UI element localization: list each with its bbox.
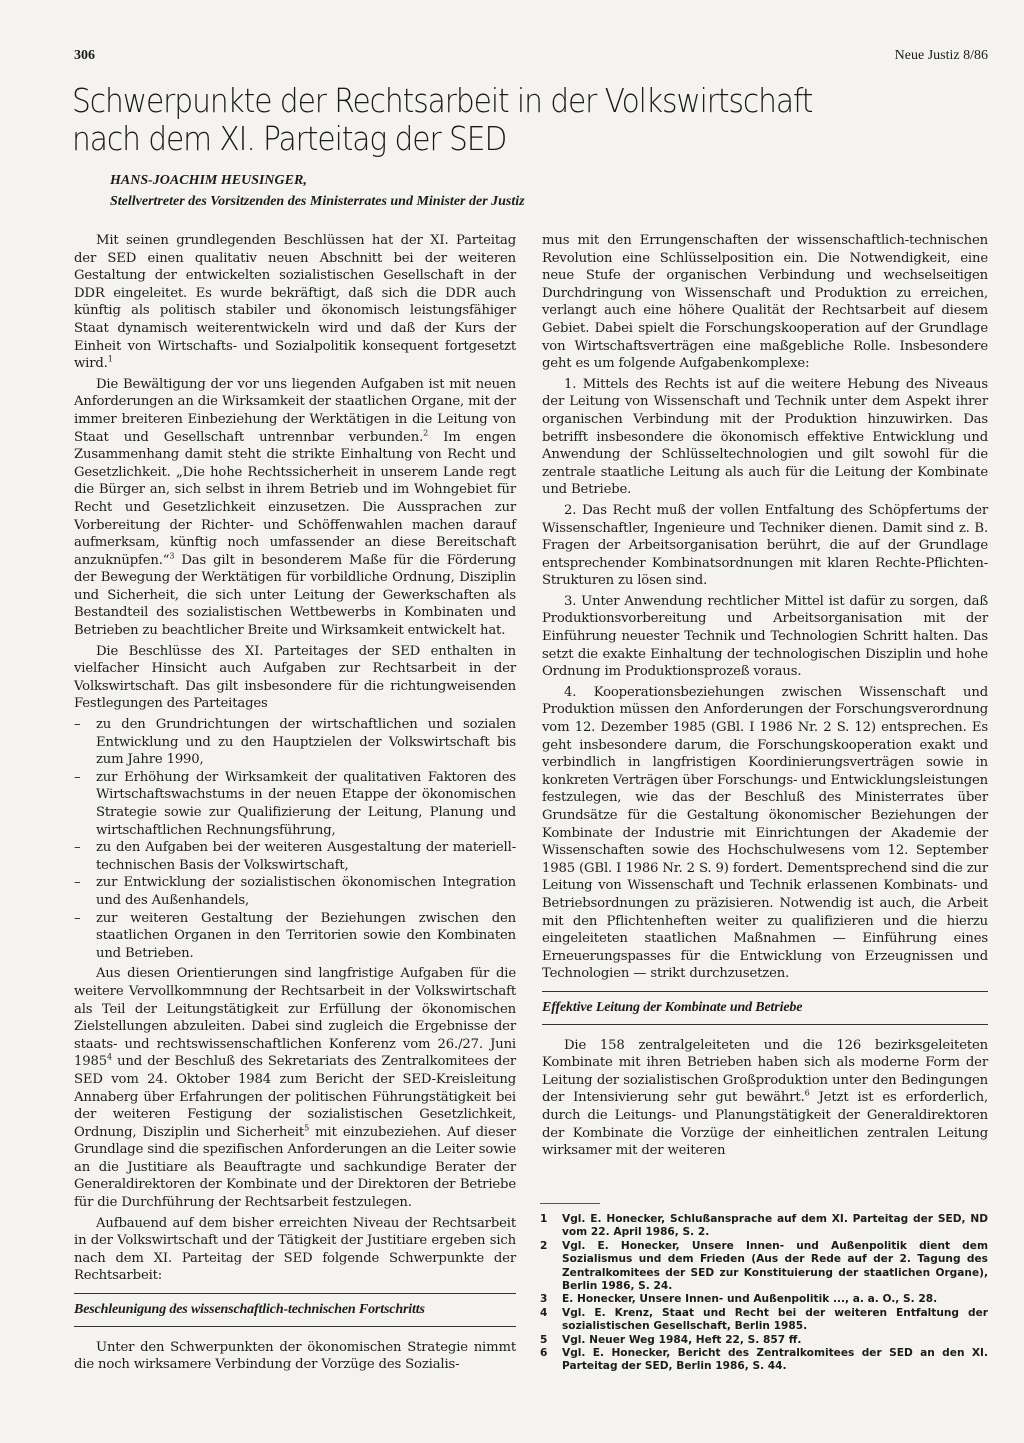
paragraph: Unter den Schwerpunkten der ökonomischen Strategie nimmt die noch wirksamere Verbindung der Vorzüge des Sozialis- [74, 1339, 516, 1373]
section-heading: Effektive Leitung der Kombinate und Betriebe [542, 991, 988, 1025]
numbered-list [542, 376, 988, 983]
author-name: HANS-JOACHIM HEUSINGER, [110, 173, 307, 188]
paragraph: Die Bewältigung der vor uns liegenden Aufgaben ist mit neuen Anforderungen an die Wirksamkeit der staatlichen Organe, mit der immer breiteren Einbeziehung der Werktätigen in die Leitung von Staat und Gesellschaft untrennbar verbunden.$^2$ Im engen Zusammenhang damit steht die strikte Einhaltung von Recht und Gesetzlichkeit. „Die hohe Rechtssicherheit in unserem Lande regt die Bürger an, sich selbst in ihrem Betrieb und im Wohngebiet für Recht und Gesetzlichkeit einzusetzen. Die Aussprachen zur Vorbereitung der Richter- und Schöffenwahlen machen darauf aufmerksam, künftig noch umfassender an diese Bereitschaft anzuknüpfen.“$^3$ Das gilt in besonderem Maße für die Förderung der Bewegung der Werktätigen für vorbildliche Ordnung, Disziplin und Sicherheit, die sich unter Leitung der Gewerkschaften als Bestandteil des sozialistischen Wettbewerbs in Kombinaten und Betrieben zu beachtlicher Breite und Wirksamkeit entwickelt hat. [74, 376, 516, 639]
paragraph: Die 158 zentralgeleiteten und die 126 bezirksgeleiteten Kombinate mit ihren Betrieben haben sich als moderne Form der Leitung der sozialistischen Großproduktion unter den Bedingungen der Intensivierung sehr gut bewährt.$^6$ Jetzt ist es erforderlich, durch die Leitungs- und Planungstätigkeit der Generaldirektoren der Kombinate die Vorzüge der einheitlichen zentralen Leitung wirksamer mit der weiteren [542, 1037, 988, 1159]
author-block [110, 170, 525, 212]
footnotes [540, 1213, 988, 1374]
list-item: 4. Kooperationsbeziehungen zwischen Wissenschaft und Produktion müssen den Anforderungen der Forschungsverordnung vom 12. Dezember 1985 (GBl. I 1986 Nr. 2 S. 12) entsprechen. Es geht insbesondere darum, die Forschungskooperation exakt und verbindlich in langfristigen Koordinierungsverträgen sowie in konkreten Verträgen über Forschungs- und Entwicklungsleistungen festzulegen, wie das der Beschluß des Ministerrates über Grundsätze für die Gestaltung ökonomischer Beziehungen der Kombinate der Industrie mit Einrichtungen der Akademie der Wissenschaften sowie des Hochschulwesens vom 12. September 1985 (GBl. I 1986 Nr. 2 S. 9) fordert. Dementsprechend sind die zur Leitung von Wissenschaft und Technik erlassenen Kombinats- und Betriebsordnungen zu präzisieren. Notwendig ist auch, die Arbeit mit den Pflichtenheften weiter zu qualifizieren und die hierzu eingeleiteten staatlichen Maßnahmen — Einführung eines Erneuerungspasses für die Entwicklung von Erzeugnissen und Technologien — strikt durchzusetzen. [542, 684, 988, 982]
footnote: 5 Vgl. Neuer Weg 1984, Heft 22, S. 857 ff. [540, 1333, 802, 1346]
paragraph: mus mit den Errungenschaften der wissenschaftlich-technischen Revolution eine Schlüsselposition ein. Die Notwendigkeit, eine neue Stufe der organischen Verbindung und wechselseitigen Durchdringung von Wissenschaft und Produktion zu erreichen, verlangt auch eine höhere Qualität der Rechtsarbeit auf diesem Gebiet. Dabei spielt die Forschungskooperation auf der Grundlage von Wirtschaftsverträgen eine maßgebliche Rolle. Insbesondere geht es um folgende Aufgabenkomplexe: [542, 233, 988, 372]
section-heading: Beschleunigung des wissenschaftlich-technischen Fortschritts [74, 1293, 516, 1327]
list-item: 1. Mittels des Rechts ist auf die weitere Hebung des Niveaus der Leitung von Wissenschaft und Technik unter dem Aspekt ihrer organischen Verbindung mit der Produktion hinzuwirken. Das betrifft insbesondere die ökonomisch effektive Entwicklung und Anwendung der Schlüsseltechnologien und gilt sowohl für die zentrale staatliche Leitung als auch für die Leitung der Kombinate und Betriebe. [542, 376, 988, 498]
title-line-1: Schwerpunkte der Rechtsarbeit in der Volkswirtschaft [72, 81, 813, 120]
list-item: – zur Entwicklung der sozialistischen ökonomischen Integration und des Außenhandels, [74, 874, 516, 909]
page-header [74, 48, 988, 70]
list-item: – zu den Grundrichtungen der wirtschaftlichen und sozialen Entwicklung und zu den Hauptzielen der Volkswirtschaft bis zum Jahre 1990, [74, 716, 516, 769]
title-line-2: nach dem XI. Parteitag der SED [72, 119, 507, 158]
article-title [72, 82, 882, 158]
list-item: – zur Erhöhung der Wirksamkeit der qualitativen Faktoren des Wirtschaftswachstums in der neuen Etappe der ökonomischen Strategie sowie zur Qualifizierung der Leitung, Planung und wirtschaftlichen Rechnungsführung, [74, 769, 516, 839]
page-number: 306 [74, 48, 95, 63]
journal-issue: Neue Justiz 8/86 [894, 48, 988, 63]
paragraph: Mit seinen grundlegenden Beschlüssen hat der XI. Parteitag der SED einen qualitativ neuen Abschnitt bei der weiteren Gestaltung der entwickelten sozialistischen Gesellschaft in der DDR eingeleitet. Es wurde bekräftigt, daß sich die DDR auch künftig als politisch stabiler und ökonomisch leistungsfähiger Staat dynamisch weiterentwickeln wird und daß der Kurs der Einheit von Wirtschafts- und Sozialpolitik konsequent fortgesetzt wird.$^1$ [74, 233, 516, 372]
author-role: Stellvertreter des Vorsitzenden des Ministerrates und Minister der Justiz [110, 194, 525, 209]
footnote: 4 Vgl. E. Krenz, Staat und Recht bei der weiteren Entfaltung der sozialistischen Gesellschaft, Berlin 1985. [540, 1306, 988, 1333]
list-item: – zu den Aufgaben bei der weiteren Ausgestaltung der materiell-technischen Basis der Volkswirtschaft, [74, 839, 516, 874]
paragraph: Aus diesen Orientierungen sind langfristige Aufgaben für die weitere Vervollkommnung der Rechtsarbeit in der Volkswirtschaft als Teil der Leitungstätigkeit zur Erfüllung der ökonomischen Zielstellungen abzuleiten. Dabei sind zugleich die Ergebnisse der staats- und rechtswissenschaftlichen Konferenz vom 26./27. Juni 1985$^4$ und der Beschluß des Sekretariats des Zentralkomitees der SED vom 24. Oktober 1984 zum Bericht der SED-Kreisleitung Annaberg über Erfahrungen der politischen Führungstätigkeit bei der weiteren Festigung der sozialistischen Gesetzlichkeit, Ordnung, Disziplin und Sicherheit$^5$ mit einzubeziehen. Auf dieser Grundlage sind die spezifischen Anforderungen an die Leiter sowie an die Justitiare als Beauftragte und sachkundige Berater der Generaldirektoren der Kombinate und der Direktoren der Betriebe für die Durchführung der Rechtsarbeit festzulegen. [74, 966, 517, 1211]
footnote: 3 E. Honecker, Unsere Innen- und Außenpolitik ..., a. a. O., S. 28. [540, 1293, 938, 1306]
footnote: 6 Vgl. E. Honecker, Bericht des Zentralkomitees der SED an den XI. Parteitag der SED, Berlin 1986, S. 44. [540, 1347, 988, 1373]
list-item: 3. Unter Anwendung rechtlicher Mittel ist dafür zu sorgen, daß Produktionsvorbereitung und Arbeitsorganisation mit der Einführung neuester Technik und Technologien Schritt halten. Das setzt die exakte Einhaltung der technologischen Disziplin und hohe Ordnung im Produktionsprozeß voraus. [542, 593, 988, 680]
footnote-divider [540, 1203, 600, 1204]
left-column [74, 232, 516, 1377]
list-item: 2. Das Recht muß der vollen Entfaltung des Schöpfertums der Wissenschaftler, Ingenieure und Techniker dienen. Damit sind z. B. Fragen der Arbeitsorganisation berührt, die auf der Grundlage entsprechender Kombinatsordnungen mit klaren Rechte-Pflichten-Strukturen zu lösen sind. [542, 502, 988, 589]
footnote: 2 Vgl. E. Honecker, Unsere Innen- und Außenpolitik dient dem Sozialismus und dem Frieden (Aus der Rede auf der 2. Tagung des Zentralkomitees der SED zur Konstituierung der staatlichen Organe), Berlin 1986, S. 24. [540, 1239, 988, 1293]
list-item: – zur weiteren Gestaltung der Beziehungen zwischen den staatlichen Organen in den Territorien sowie den Kombinaten und Betrieben. [74, 910, 516, 963]
paragraph: Die Beschlüsse des XI. Parteitages der SED enthalten in vielfacher Hinsicht auch Aufgaben zur Rechtsarbeit in der Volkswirtschaft. Das gilt insbesondere für die richtungweisenden Festlegungen des Parteitages [74, 643, 516, 712]
paragraph: Aufbauend auf dem bisher erreichten Niveau der Rechtsarbeit in der Volkswirtschaft und der Tätigkeit der Justitiare ergeben sich nach dem XI. Parteitag der SED folgende Schwerpunkte der Rechtsarbeit: [74, 1215, 516, 1284]
bullet-list [74, 716, 516, 962]
footnote: 1 Vgl. E. Honecker, Schlußansprache auf dem XI. Parteitag der SED, ND vom 22. April 1986, S. 2. [540, 1213, 988, 1239]
right-column [542, 232, 988, 1163]
